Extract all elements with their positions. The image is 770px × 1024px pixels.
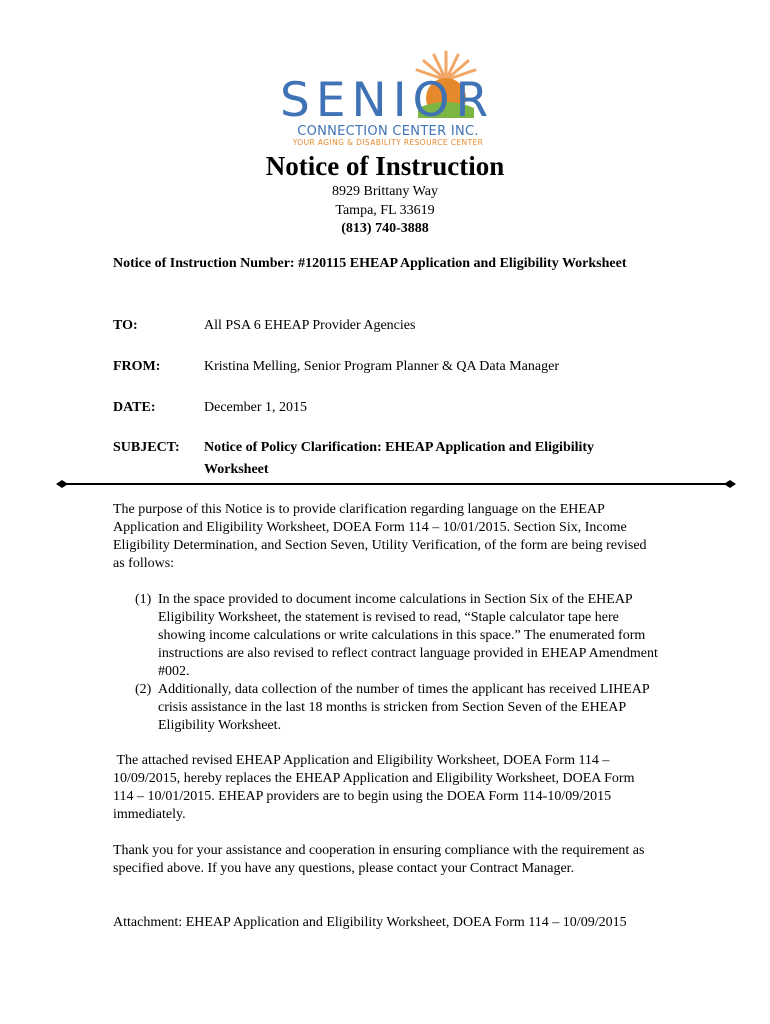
memo-to-value: All PSA 6 EHEAP Provider Agencies — [204, 318, 416, 333]
memo-date-value: December 1, 2015 — [204, 400, 308, 415]
attachment-paragraph: Attachment: EHEAP Application and Eligibility Worksheet, DOEA Form 114 – 10/09/2015 — [113, 915, 627, 930]
address-city: Tampa, FL 33619 — [335, 203, 435, 218]
list-item-text: In the space provided to document income calculations in Section Six of the EHEAP Eligibility Worksheet, the statement is revised to read, “Staple calculator tape here showing income calculations or write calculations in this space.” The enumerated form instructions are also revised to reflect contract language provided in EHEAP Amendment #002. — [158, 592, 658, 679]
memo-from-value: Kristina Melling, Senior Program Planner & QA Data Manager — [204, 359, 559, 374]
thanks-paragraph: Thank you for your assistance and cooperation in ensuring compliance with the requirement as specified above. If you have any questions, please contact your Contract Manager. — [113, 843, 645, 876]
senior-connection-logo — [268, 46, 508, 150]
section-divider — [56, 478, 736, 490]
list-item — [113, 591, 658, 681]
logo-subtitle: CONNECTION CENTER INC. — [297, 124, 479, 139]
memo-from-label: FROM: — [113, 359, 161, 374]
notice-number: Notice of Instruction Number: #120115 EHEAP Application and Eligibility Worksheet — [113, 256, 627, 271]
replacement-paragraph: The attached revised EHEAP Application and Eligibility Worksheet, DOEA Form 114 – 10/09/2015, hereby replaces the EHEAP Application and Eligibility Worksheet, DOEA Form 114 – 10/01/2015. EHEAP providers are to begin using the DOEA Form 114-10/09/2015 immediately. — [113, 753, 638, 822]
logo-wordmark: SENIOR — [280, 73, 495, 128]
list-item-number: (2) — [135, 682, 152, 697]
phone-number: (813) 740-3888 — [341, 221, 429, 236]
list-item-number: (1) — [135, 592, 152, 607]
revision-list — [113, 591, 658, 735]
memo-to-label: TO: — [113, 318, 138, 333]
memo-date-label: DATE: — [113, 400, 156, 415]
intro-paragraph: The purpose of this Notice is to provide clarification regarding language on the EHEAP Application and Eligibility Worksheet, DOEA Form 114 – 10/01/2015. Section Six, Income Eligibility Determination, and Section Seven, Utility Verification, of the form are being revised as follows: — [113, 502, 647, 571]
list-item-text: Additionally, data collection of the number of times the applicant has received LIHEAP crisis assistance in the last 18 months is stricken from Section Seven of the EHEAP Eligibility Worksheet. — [158, 682, 650, 733]
list-item — [113, 681, 658, 735]
page-title: Notice of Instruction — [265, 151, 505, 181]
memo-subject-label: SUBJECT: — [113, 440, 180, 455]
logo-tagline: YOUR AGING & DISABILITY RESOURCE CENTER — [292, 138, 484, 147]
memo-subject-value: Notice of Policy Clarification: EHEAP Application and Eligibility Worksheet — [204, 440, 595, 477]
address-street: 8929 Brittany Way — [332, 184, 438, 199]
